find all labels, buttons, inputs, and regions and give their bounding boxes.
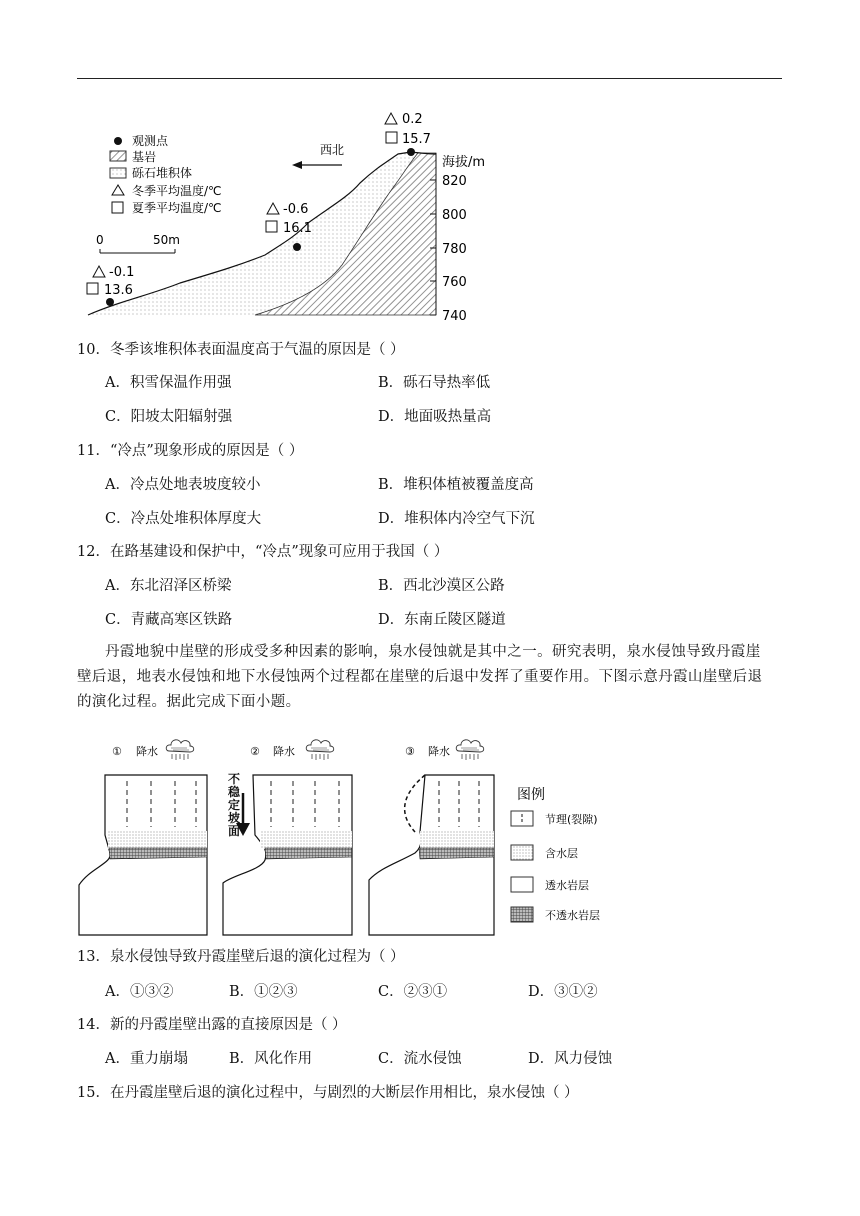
direction-label: 西北 [320,143,345,157]
question-15: 15．在丹霞崖壁后退的演化过程中，与剧烈的大断层作用相比，泉水侵蚀（ ） [77,1085,579,1101]
svg-text:含水层: 含水层 [545,847,578,860]
square-icon [266,221,277,232]
arrow-left-icon [292,161,302,169]
winter-temp: -0.1 [109,265,135,280]
option-b[interactable]: B．风化作用 [229,1051,313,1067]
tick-label: 780 [442,242,467,257]
svg-text:③: ③ [405,745,415,758]
dots-swatch [110,168,126,178]
triangle-icon [385,113,397,124]
svg-text:观测点: 观测点 [132,134,169,148]
option-d[interactable]: D．风力侵蚀 [528,1051,613,1067]
tick-label: 760 [442,275,467,290]
option-a[interactable]: A．重力崩塌 [105,1051,188,1067]
header-rule [77,78,782,79]
svg-text:降水: 降水 [428,745,450,758]
slope-temperature-figure [80,105,486,325]
summer-temp: 13.6 [104,283,133,298]
svg-text:基岩: 基岩 [132,150,157,164]
option-d[interactable]: D．地面吸热量高 [378,409,492,425]
option-c[interactable]: C．②③① [378,984,448,1000]
option-c[interactable]: C．冷点处堆积体厚度大 [105,511,262,527]
passage-line: 壁后退，地表水侵蚀和地下水侵蚀两个过程都在崖壁的后退中发挥了重要作用。下图示意丹霞山崖壁后退 [77,669,763,685]
triangle-icon [267,203,279,214]
svg-text:①: ① [112,745,122,758]
cliff-retreat-figure [75,735,635,940]
observation-point [407,148,415,156]
triangle-icon [112,185,124,195]
dot-icon [114,137,122,145]
question-13: 13．泉水侵蚀导致丹霞崖壁后退的演化过程为（ ） [77,949,405,965]
square-icon [386,132,397,143]
option-b[interactable]: B．①②③ [229,984,298,1000]
square-icon [112,202,123,213]
option-b[interactable]: B．堆积体植被覆盖度高 [378,477,534,493]
tick-label: 740 [442,309,467,324]
winter-temp: 0.2 [402,112,423,127]
svg-text:透水岩层: 透水岩层 [545,879,589,892]
question-14: 14．新的丹霞崖壁出露的直接原因是（ ） [77,1017,347,1033]
option-a[interactable]: A．东北沼泽区桥梁 [105,578,232,594]
option-d[interactable]: D．③①② [528,984,598,1000]
svg-text:降水: 降水 [136,745,158,758]
winter-temp: -0.6 [283,202,309,217]
option-d[interactable]: D．堆积体内冷空气下沉 [378,511,535,527]
altitude-axis-title: 海拔/m [442,155,486,170]
hatch-swatch [110,151,126,161]
passage-line: 丹霞地貌中崖壁的形成受多种因素的影响，泉水侵蚀就是其中之一。研究表明，泉水侵蚀导致丹霞崖 [105,644,761,660]
option-a[interactable]: A．冷点处地表坡度较小 [105,477,261,493]
question-11: 11．“冷点”现象形成的原因是（ ） [77,443,304,459]
svg-text:砾石堆积体: 砾石堆积体 [132,166,193,180]
option-c[interactable]: C．流水侵蚀 [378,1051,462,1067]
question-12: 12．在路基建设和保护中，“冷点”现象可应用于我国（ ） [77,544,449,560]
svg-text:不透水岩层: 不透水岩层 [545,909,600,922]
option-b[interactable]: B．西北沙漠区公路 [378,578,505,594]
observation-point [293,243,301,251]
svg-text:图例: 图例 [517,787,545,803]
option-b[interactable]: B．砾石导热率低 [378,375,491,391]
observation-point [106,298,114,306]
question-10: 10．冬季该堆积体表面温度高于气温的原因是（ ） [77,342,405,358]
summer-temp: 16.1 [283,221,312,236]
tick-label: 800 [442,208,467,223]
svg-text:冬季平均温度/℃: 冬季平均温度/℃ [132,184,222,198]
fig1-legend [110,133,222,215]
scale-label: 50m [153,233,180,247]
option-a[interactable]: A．积雪保温作用强 [105,375,232,391]
option-c[interactable]: C．阳坡太阳辐射强 [105,409,233,425]
passage [77,640,787,715]
scale-zero: 0 [96,233,104,247]
option-c[interactable]: C．青藏高寒区铁路 [105,612,233,628]
unstable-slope-label: 不稳定坡面 [228,772,241,838]
option-d[interactable]: D．东南丘陵区隧道 [378,612,506,628]
svg-text:节理(裂隙): 节理(裂隙) [545,813,598,826]
summer-temp: 15.7 [402,132,431,147]
tick-label: 820 [442,174,467,189]
svg-text:②: ② [250,745,260,758]
option-a[interactable]: A．①③② [105,984,174,1000]
svg-text:夏季平均温度/℃: 夏季平均温度/℃ [132,201,222,215]
svg-text:降水: 降水 [273,745,295,758]
triangle-icon [93,266,105,277]
square-icon [87,283,98,294]
passage-line: 的演化过程。据此完成下面小题。 [77,694,301,710]
